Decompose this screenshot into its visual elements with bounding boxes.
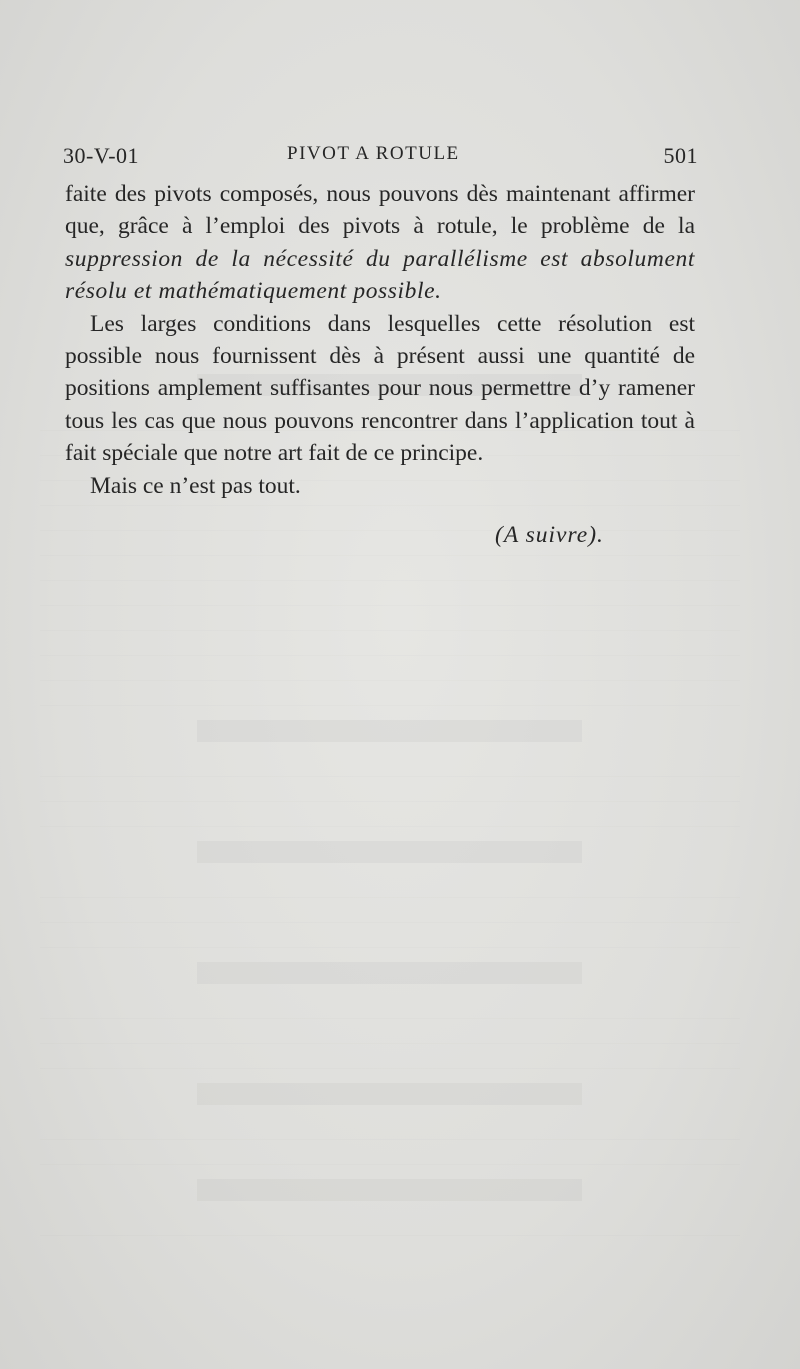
page-number: 501 [663,143,698,168]
header-title: PIVOT A ROTULE [287,143,460,164]
paragraph-2: Les larges conditions dans lesquelles cette résolution est possible nous fournissent dès à présent aussi une quantité de positions amplement suffisantes pour nous permettre d’y ramener tous les cas que nous pouvons rencontrer dans l’application tout à fait spéciale que notre art fait de ce principe. [65,310,695,467]
paragraph-3: Mais ce n’est pas tout. [90,472,301,499]
paragraph-1-italic: suppression de la nécessité du parallélisme est absolument résolu et mathématiquement possible. [65,245,695,305]
header-date: 30-V-01 [63,143,140,168]
paragraph-1-text: faite des pivots composés, nous pouvons dès maintenant affirmer que, grâce à l’emploi des pivots à rotule, le problème de la [65,181,695,240]
continuation-note: (A suivre). [495,522,604,548]
running-header [63,143,703,173]
body-text [65,178,695,502]
paragraph-1 [65,178,695,308]
